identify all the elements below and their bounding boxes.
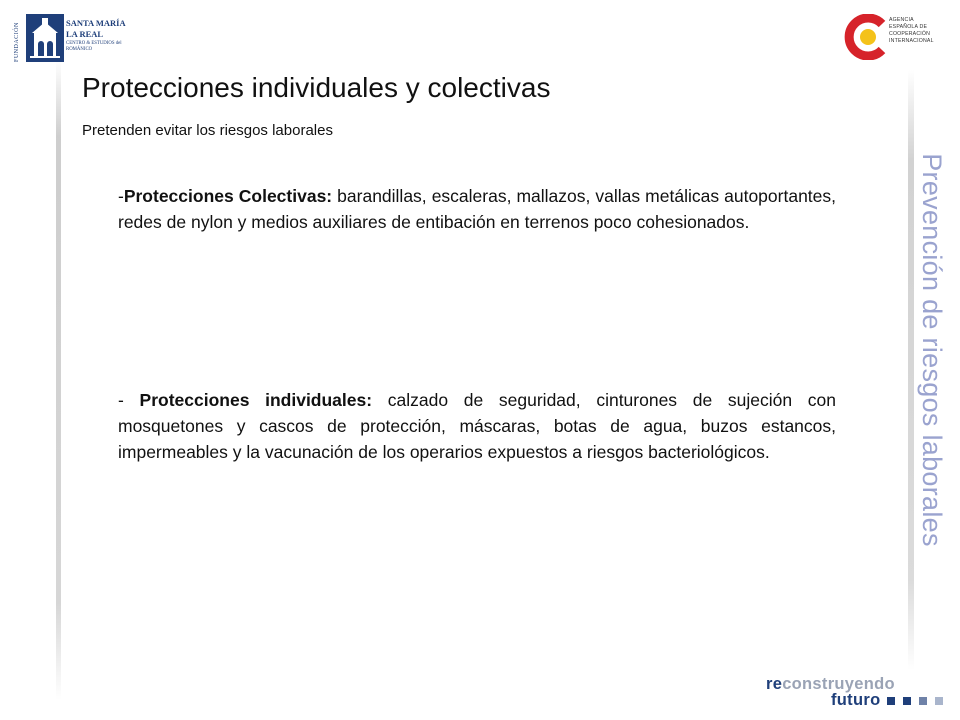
page-title: Protecciones individuales y colectivas [82, 72, 551, 103]
paragraph-body: barandillas, escaleras, mallazos, vallas metálicas autoportantes, redes de nylon y medios auxiliares de entibación en terrenos poco cohesionados. [118, 186, 837, 232]
collective-protections-paragraph [118, 183, 836, 235]
square-icon [935, 697, 943, 705]
logo-subtitle: CENTRO & ESTUDIOS del ROMÁNICO [66, 41, 122, 52]
paragraph-prefix: - [118, 186, 124, 206]
logo-name-line2: LA REAL [66, 29, 104, 39]
square-icon [887, 697, 895, 705]
footer-accent: re [766, 675, 783, 693]
side-vertical-text: Prevención de riesgos laborales [917, 153, 947, 547]
church-icon [26, 14, 64, 62]
logo-name-line1: SANTA MARÍA [66, 18, 126, 28]
fundacion-vertical-text: FUNDACIÓN [14, 22, 20, 62]
page-subtitle: Pretenden evitar los riesgos laborales [82, 122, 333, 139]
square-icon [903, 697, 911, 705]
aecid-logo [844, 14, 949, 64]
footer-rest: construyendo [782, 675, 895, 693]
side-banner [912, 153, 952, 547]
fundacion-logo [14, 14, 124, 62]
left-divider [56, 60, 61, 700]
square-icon [919, 697, 927, 705]
aecid-text: AGENCIA ESPAÑOLA DE COOPERACIÓN INTERNACIONAL [889, 17, 934, 44]
paragraph-heading: Protecciones individuales: [139, 390, 373, 410]
individual-protections-paragraph [118, 387, 836, 465]
paragraph-prefix: - [118, 390, 140, 410]
aecid-c-icon [844, 14, 888, 60]
paragraph-heading: Protecciones Colectivas: [123, 186, 333, 206]
paragraph-body: calzado de seguridad, cinturones de sujeción con mosquetones y cascos de protección, máscaras, botas de agua, buzos estancos, impermeables y la vacunación de los operarios expuestos a riesgos bacteriológicos. [118, 390, 836, 462]
footer-line2: futuro [831, 691, 881, 709]
